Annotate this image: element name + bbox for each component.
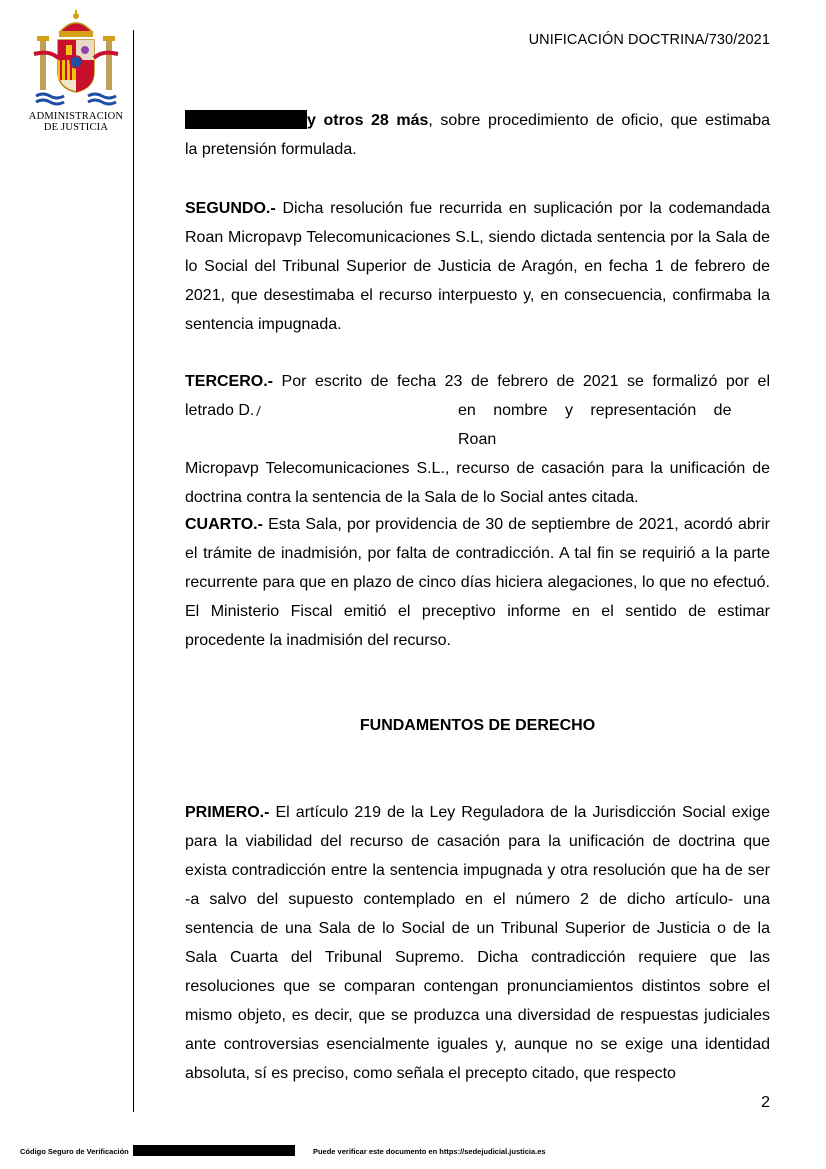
segundo-text: Dicha resolución fue recurrida en suplicación por la codemandada Roan Micropavp Telecomunicaciones S.L, siendo dictada sentencia por la Sala de lo Social del Tribunal Superior de Justicia de Aragón, en fecha 1 de febrero de 2021, que desestimaba el recurso interpuesto y, en consecuencia, confirmaba la sentencia impugnada. [185, 200, 770, 333]
paragraph-cuarto [185, 510, 770, 655]
verification-footer [20, 1145, 546, 1156]
tercero-line1 [185, 367, 770, 396]
segundo-label: SEGUNDO.- [185, 200, 276, 217]
tercero-line2 [185, 396, 770, 454]
margin-rule [133, 30, 134, 1112]
paragraph-segundo [185, 194, 770, 339]
tercero-letrado [185, 396, 259, 454]
logo-text [24, 111, 128, 133]
paragraph-tercero [185, 367, 770, 512]
tercero-text-rest: Micropavp Telecomunicaciones S.L., recurso de casación para la unificación de doctrina contra la sentencia de la Sala de lo Social antes citada. [185, 460, 770, 506]
section-heading: FUNDAMENTOS DE DERECHO [359, 717, 596, 734]
tercero-label: TERCERO.- [185, 373, 273, 390]
redacted-gap [259, 396, 458, 454]
tercero-after-text: en nombre y representación de Roan [458, 402, 732, 448]
coat-of-arms-logo [24, 10, 128, 133]
verify-link-text[interactable]: Puede verificar este documento en https://sedejudicial.justicia.es [312, 1147, 546, 1156]
paragraph-primero [185, 798, 770, 1088]
intro-rest: , sobre procedimiento de oficio, que estimaba [428, 112, 770, 129]
case-reference: UNIFICACIÓN DOCTRINA/730/2021 [528, 32, 770, 48]
primero-label: PRIMERO.- [185, 804, 270, 821]
intro-paragraph [185, 106, 770, 164]
tercero-after [458, 396, 770, 454]
redaction-box [185, 110, 307, 129]
intro-line2: la pretensión formulada. [185, 141, 357, 158]
cuarto-text: Esta Sala, por providencia de 30 de septiembre de 2021, acordó abrir el trámite de inadmisión, por falta de contradicción. A tal fin se requirió a la parte recurrente para que en plazo de cinco días hiciera alegaciones, lo que no efectuó. El Ministerio Fiscal emitió el preceptivo informe en el sentido de estimar procedente la inadmisión del recurso. [185, 516, 770, 649]
cuarto-label: CUARTO.- [185, 516, 263, 533]
page-number: 2 [761, 1094, 770, 1111]
intro-line1 [185, 106, 770, 135]
primero-text: El artículo 219 de la Ley Reguladora de la Jurisdicción Social exige para la viabilidad del recurso de casación para la unificación de doctrina que exista contradicción entre la sentencia impugnada y otra resolución que ha de ser -a salvo del supuesto contemplado en el número 2 de dicho artículo- una sentencia de una Sala de lo Social de un Tribunal Superior de Justicia o de la Sala Cuarta del Tribunal Supremo. Dicha contradicción requiere que las resoluciones que se comparan contengan pronunciamientos distintos sobre el mismo objeto, es decir, que se produzca una diversidad de respuestas judiciales ante controversias esencialmente iguales y, aunque no se exige una identidad absoluta, sí es preciso, como señala el precepto citado, que respecto [185, 804, 770, 1082]
tercero-text-line1: Por escrito de fecha 23 de febrero de 2021 se formalizó por el [273, 373, 770, 390]
csv-label: Código Seguro de Verificación [20, 1147, 129, 1156]
logo-text-line1: ADMINISTRACION [28, 111, 124, 122]
intro-bold: y otros 28 más [307, 112, 429, 129]
tercero-letrado-text: letrado D. [185, 402, 255, 419]
logo-text-line2: DE JUSTICIA [43, 122, 109, 133]
csv-redaction [133, 1145, 295, 1156]
coat-of-arms-icon [30, 10, 122, 108]
